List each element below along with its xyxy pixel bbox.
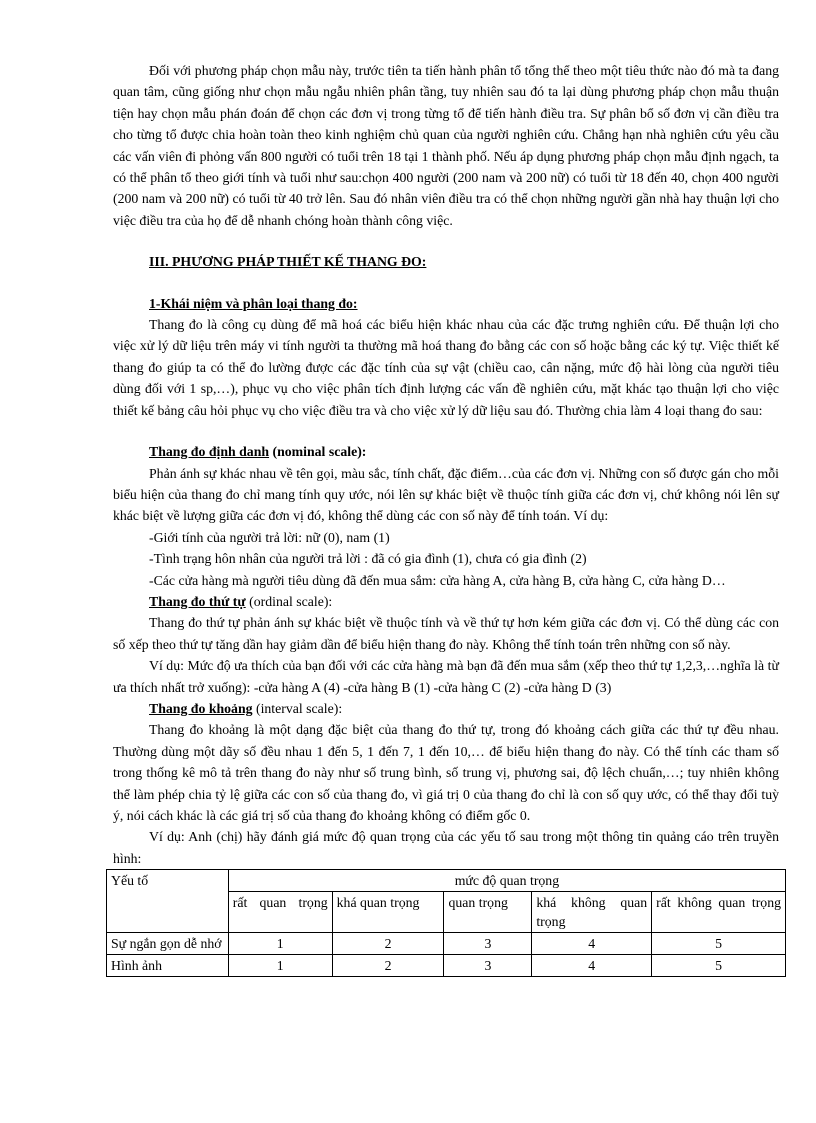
column-header: quan trọng	[444, 892, 532, 933]
interval-example: Ví dụ: Anh (chị) hãy đánh giá mức độ quan trọng của các yếu tố sau trong một thông tin quảng cáo trên truyền hình:	[113, 829, 779, 866]
table-cell: 5	[652, 955, 786, 977]
factor-header: Yếu tố	[107, 870, 229, 933]
table-cell: 1	[228, 933, 332, 955]
nominal-subtitle: (nominal scale):	[269, 444, 367, 460]
concept-paragraph: Thang đo là công cụ dùng để mã hoá các biểu hiện khác nhau của các đặc trưng nghiên cứu. Để thuận lợi cho việc xử lý dữ liệu trên máy vi tính người ta thường mã hoá thang đo bằng các con số hoặc bằng các ký tự. Việc thiết kế thang đo giúp ta có thể đo lường được các đặc tính của sự vật (chiều cao, cân nặng, mức độ hài lòng của người tiêu dùng đối với 1 sp,…), phục vụ cho việc phân tích định lượng các vấn đề nghiên cứu, mặt khác tạo thuận lợi cho việc thiết kế bảng câu hỏi phục vụ cho việc điều tra và cho việc xử lý dữ liệu sau đó. Thường chia làm 4 loại thang đo sau:	[113, 317, 779, 418]
nominal-title: Thang đo định danh	[149, 444, 270, 460]
nominal-example-3: -Các cửa hàng mà người tiêu dùng đã đến mua sắm: cửa hàng A, cửa hàng B, cửa hàng C, cửa hàng D…	[149, 572, 726, 588]
nominal-heading	[113, 441, 779, 462]
table-cell: 1	[228, 955, 332, 977]
nominal-example-2: -Tình trạng hôn nhân của người trả lời : đã có gia đình (1), chưa có gia đình (2)	[149, 551, 587, 567]
row-label: Hình ảnh	[107, 955, 229, 977]
column-header: khá quan trọng	[332, 892, 444, 933]
ordinal-subtitle: (ordinal scale):	[245, 593, 333, 609]
ordinal-example: Ví dụ: Mức độ ưa thích của bạn đối với các cửa hàng mà bạn đã đến mua sắm (xếp theo thứ tự 1,2,3,…nghĩa là từ ưa thích nhất trở xuống): -cửa hàng A (4) -cửa hàng B (1) -cửa hàng C (2) -cửa hàng D (3)	[113, 658, 779, 695]
intro-paragraph: Đối với phương pháp chọn mẫu này, trước tiên ta tiến hành phân tổ tổng thể theo một tiêu thức nào đó mà ta đang quan tâm, cũng giống như chọn mẫu ngẫu nhiên phân tầng, tuy nhiên sau đó ta lại dùng phương pháp chọn mẫu thuận tiện hay chọn mẫu phán đoán để chọn các đơn vị trong từng tổ để tiến hành điều tra. Sự phân bổ số đơn vị cần điều tra cho từng tổ được chia hoàn toàn theo kinh nghiệm chủ quan của người nghiên cứu. Chẳng hạn nhà nghiên cứu yêu cầu các vấn viên đi phỏng vấn 800 người có tuổi trên 18 tại 1 thành phố. Nếu áp dụng phương pháp chọn mẫu định ngạch, ta có thể phân tổ theo giới tính và tuổi như sau:chọn 400 người (200 nam và 200 nữ) có tuổi từ 18 đến 40, chọn 400 người (200 nam và 200 nữ) có tuổi từ 40 trở lên. Sau đó nhân viên điều tra có thể chọn những người gần nhà hay thuận lợi cho việc điều tra của họ để dễ nhanh chóng hoàn thành công việc.	[113, 63, 779, 228]
interval-paragraph: Thang đo khoảng là một dạng đặc biệt của thang đo thứ tự, trong đó khoảng cách giữa các thứ tự đều nhau. Thường dùng một dãy số đều nhau 1 đến 5, 1 đến 7, 1 đến 10,… để biểu hiện thang đo này. Có thể tính các tham số trong thống kê mô tả trên thang đo này như số trung bình, số trung vị, phương sai, độ lệch chuẩn,…; tuy nhiên không thể làm phép chia tỷ lệ giữa các con số của thang đo, vì giá trị 0 của thang đo chỉ là con số quy ước, có thể thay đổi tuỳ ý, nói cách khác là các giá trị số của thang đo khoảng không có điểm gốc 0.	[113, 722, 779, 823]
table-header-row	[107, 870, 786, 892]
ordinal-heading	[113, 591, 779, 612]
table-cell: 2	[332, 955, 444, 977]
interval-title: Thang đo khoảng	[149, 700, 253, 716]
nominal-paragraph: Phản ánh sự khác nhau về tên gọi, màu sắc, tính chất, đặc điểm…của các đơn vị. Những con số được gán cho mỗi biểu hiện của thang đo chỉ mang tính quy ước, nói lên sự khác biệt về thuộc tính giữa các đơn vị, chứ không nói lên sự khác biệt về lượng giữa các đơn vị đó, không thể dùng các con số này để tính toán. Ví dụ:	[113, 465, 779, 524]
section-heading: III. PHƯƠNG PHÁP THIẾT KẾ THANG ĐO:	[149, 254, 427, 270]
ordinal-paragraph: Thang đo thứ tự phản ánh sự khác biệt về thuộc tính và về thứ tự hơn kém giữa các đơn vị. Có thể dùng các con số xếp theo thứ tự tăng dần hay giảm dần để biểu hiện thang đo này. Không thể tính toán trên những con số này.	[113, 615, 779, 652]
table-row	[107, 933, 786, 955]
table-cell: 3	[444, 955, 532, 977]
column-header: khá không quan trọng	[532, 892, 652, 933]
table-cell: 5	[652, 933, 786, 955]
interval-subtitle: (interval scale):	[252, 700, 343, 716]
row-label: Sự ngắn gọn dễ nhớ	[107, 933, 229, 955]
table-cell: 2	[332, 933, 444, 955]
table-cell: 4	[532, 933, 652, 955]
column-header: rất quan trọng	[228, 892, 332, 933]
importance-header: mức độ quan trọng	[228, 870, 785, 892]
table-row	[107, 955, 786, 977]
table-cell: 3	[444, 933, 532, 955]
document-page	[113, 60, 779, 977]
ordinal-title: Thang đo thứ tự	[149, 593, 246, 609]
importance-table	[106, 869, 786, 977]
nominal-example-1: -Giới tính của người trả lời: nữ (0), nam (1)	[149, 529, 390, 545]
interval-heading	[113, 698, 779, 719]
subsection-heading: 1-Khái niệm và phân loại thang đo:	[149, 295, 358, 311]
column-header: rất không quan trọng	[652, 892, 786, 933]
table-cell: 4	[532, 955, 652, 977]
